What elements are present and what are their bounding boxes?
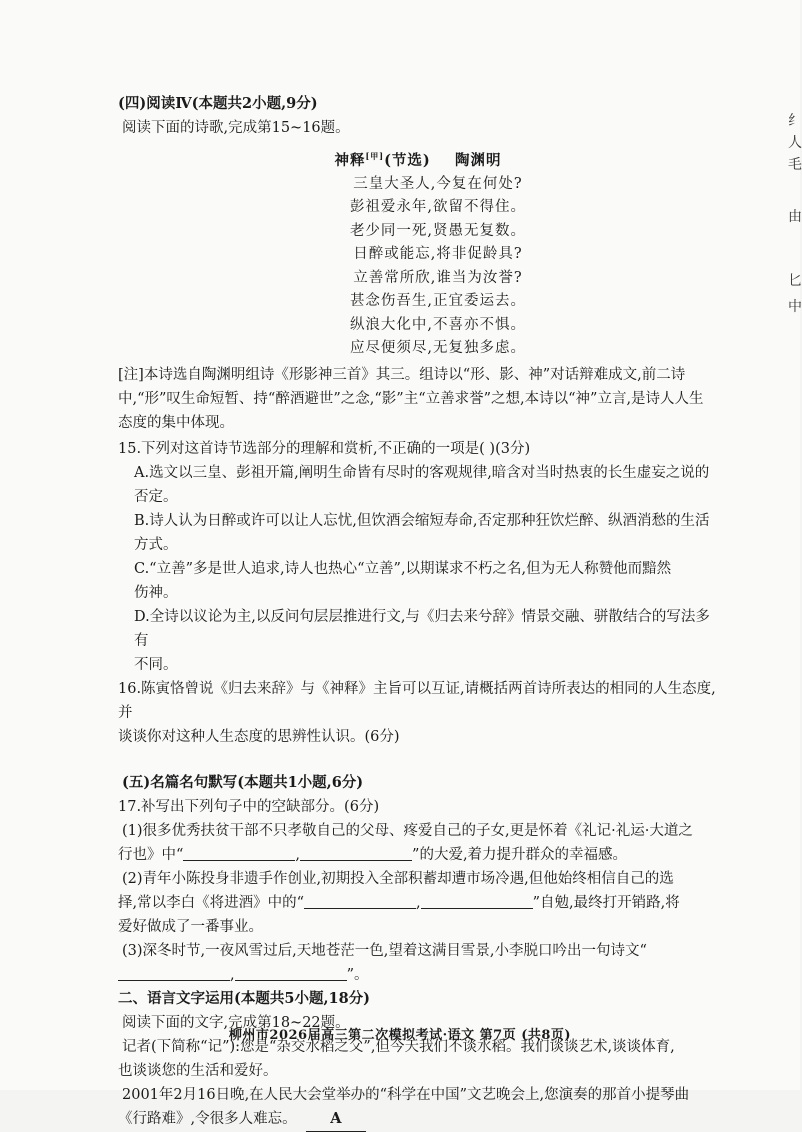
- poem-line: 立善常所欣,谁当为汝誉?: [353, 269, 523, 286]
- q17-part2-text-a: 择,常以李白《将进酒》中的“: [118, 894, 305, 911]
- q15-option-c: C.“立善”多是世人追求,诗人也热心“立善”,以期谋求不朽之名,但为无人称赞他而黯然: [134, 560, 672, 577]
- poem-line: 应尽便须尽,无复独多虑。: [349, 340, 527, 357]
- q17-part2-text-b: ,: [416, 894, 421, 911]
- fill-blank[interactable]: [304, 894, 416, 909]
- part2-para1-line2: 也谈谈您的生活和爱好。: [118, 1062, 278, 1079]
- q17-part3-text-b: ,: [230, 966, 235, 983]
- q17-part2-line1: (2)青年小陈投身非遗手作创业,初期投入全部积蓄却遭市场冷遇,但他始终相信自己的选: [122, 870, 674, 887]
- poem-title-sup: [甲]: [365, 151, 385, 161]
- right-edge-glyphs: [786, 110, 800, 330]
- poem-title-suffix: (节选): [384, 151, 431, 169]
- poem-line: 甚念伤吾生,正宜委运去。: [349, 293, 527, 310]
- section5-heading: (五)名篇名句默写(本题共1小题,6分): [122, 773, 364, 791]
- part2-heading: 二、语言文字运用(本题共5小题,18分): [118, 989, 371, 1007]
- part2-para2-line1: 2001年2月16日晚,在人民大会堂举办的“科学在中国”文艺晚会上,您演奏的那首小提琴曲: [122, 1086, 690, 1103]
- q17-part3-text-c: ”。: [346, 966, 369, 983]
- poem-line: 彭祖爱永年,欲留不得住。: [349, 199, 527, 216]
- q15-option-a: A.选文以三皇、彭祖开篇,阐明生命皆有尽时的客观规律,暗含对当时热衷的长生虚妄之说的: [134, 464, 710, 481]
- q17-part1-line2: [118, 843, 718, 867]
- part2-para1-line1: 记者(下简称“记”):您是“杂交水稻之父”,但今天我们不谈水稻。我们谈谈艺术,谈谈体育,: [122, 1038, 675, 1055]
- poem-title: 神释: [334, 151, 366, 169]
- edge-glyph: 匕: [788, 273, 802, 289]
- q15-option-d-cont: 不同。: [134, 656, 178, 673]
- q17-part1-text-b: ,: [295, 846, 301, 863]
- fill-blank[interactable]: [183, 846, 295, 861]
- edge-glyph: 纟: [788, 113, 802, 129]
- q15-option-d: D.全诗以议论为主,以反问句层层推进行文,与《归去来兮辞》情景交融、骈散结合的写法多有: [134, 608, 710, 649]
- q17-part2-text-c: ”自勉,最终打开销路,将: [532, 894, 680, 911]
- poem: [118, 144, 718, 361]
- question-17-stem: 17.补写出下列句子中的空缺部分。(6分): [118, 798, 380, 815]
- poem-line: 老少同一死,贤愚无复数。: [349, 222, 527, 239]
- q17-part1-line1: (1)很多优秀扶贫干部不只孝敬自己的父母、疼爱自己的子女,更是怀着《礼记·礼运·大道之: [122, 822, 693, 839]
- poem-note: [注]本诗选自陶渊明组诗《形影神三首》其三。组诗以“形、影、神”对话辩难成文,前二诗中,“形”叹生命短暂、持“醉酒避世”之念,“影”主“立善求誉”之想,本诗以“神”立言,是诗人人生态度的集中体现。: [118, 366, 704, 431]
- q15-option-c-cont: 伤神。: [134, 584, 178, 601]
- poem-author: 陶渊明: [455, 151, 502, 169]
- question-16-line1: 16.陈寅恪曾说《归去来辞》与《神释》主旨可以互证,请概括两首诗所表达的相同的人生态度,并: [118, 680, 716, 721]
- question-15-stem: 15.下列对这首诗节选部分的理解和赏析,不正确的一项是( )(3分): [118, 440, 531, 457]
- part2-intro: 阅读下面的文字,完成第18~22题。: [122, 1014, 350, 1031]
- poem-line: 日醉或能忘,将非促龄具?: [353, 246, 523, 263]
- q17-part2-line3: 爱好做成了一番事业。: [118, 918, 263, 935]
- part2-para2-line2: [118, 1107, 718, 1132]
- section4-intro: 阅读下面的诗歌,完成第15~16题。: [122, 120, 350, 136]
- edge-glyph: 由: [788, 209, 802, 225]
- q17-part1-text-c: ”的大爱,着力提升群众的幸福感。: [412, 846, 628, 863]
- poem-title-row: [118, 144, 718, 173]
- fill-blank[interactable]: [118, 966, 230, 981]
- answer-blank-a[interactable]: A: [306, 1107, 366, 1132]
- spacer: [118, 749, 718, 771]
- fill-blank[interactable]: [421, 894, 533, 909]
- question-16-line2: 谈谈你对这种人生态度的思辨性认识。(6分): [118, 728, 400, 745]
- q17-part2-line2: [118, 891, 718, 915]
- page-content: [118, 92, 718, 1132]
- edge-glyph: 毛: [788, 157, 802, 173]
- section4-heading: (四)阅读Ⅳ(本题共2小题,9分): [118, 95, 318, 112]
- q15-option-b: B.诗人认为日醉或许可以让人忘忧,但饮酒会缩短寿命,否定那种狂饮烂醉、纵酒消愁的生活: [134, 512, 710, 529]
- poem-line: 三皇大圣人,今复在何处?: [353, 175, 523, 192]
- fill-blank[interactable]: [300, 846, 412, 861]
- edge-glyph: 中: [788, 299, 802, 315]
- fill-blank[interactable]: [235, 966, 347, 981]
- q17-part1-text-a: 行也》中“: [118, 846, 184, 863]
- q15-option-b-cont: 方式。: [134, 536, 178, 553]
- poem-line: 纵浪大化中,不喜亦不惧。: [349, 316, 527, 333]
- edge-glyph: 人: [788, 135, 802, 151]
- part2-para2-text: 《行路难》,令很多人难忘。: [118, 1110, 297, 1127]
- page-footer: 柳州市2026届高三第二次模拟考试·语文 第7页 (共8页): [228, 1028, 572, 1043]
- q17-part3-line1: (3)深冬时节,一夜风雪过后,天地苍茫一色,望着这满目雪景,小李脱口吟出一句诗文“: [122, 942, 647, 959]
- q17-part3-line2: [118, 963, 718, 987]
- q15-option-a-cont: 否定。: [134, 488, 178, 505]
